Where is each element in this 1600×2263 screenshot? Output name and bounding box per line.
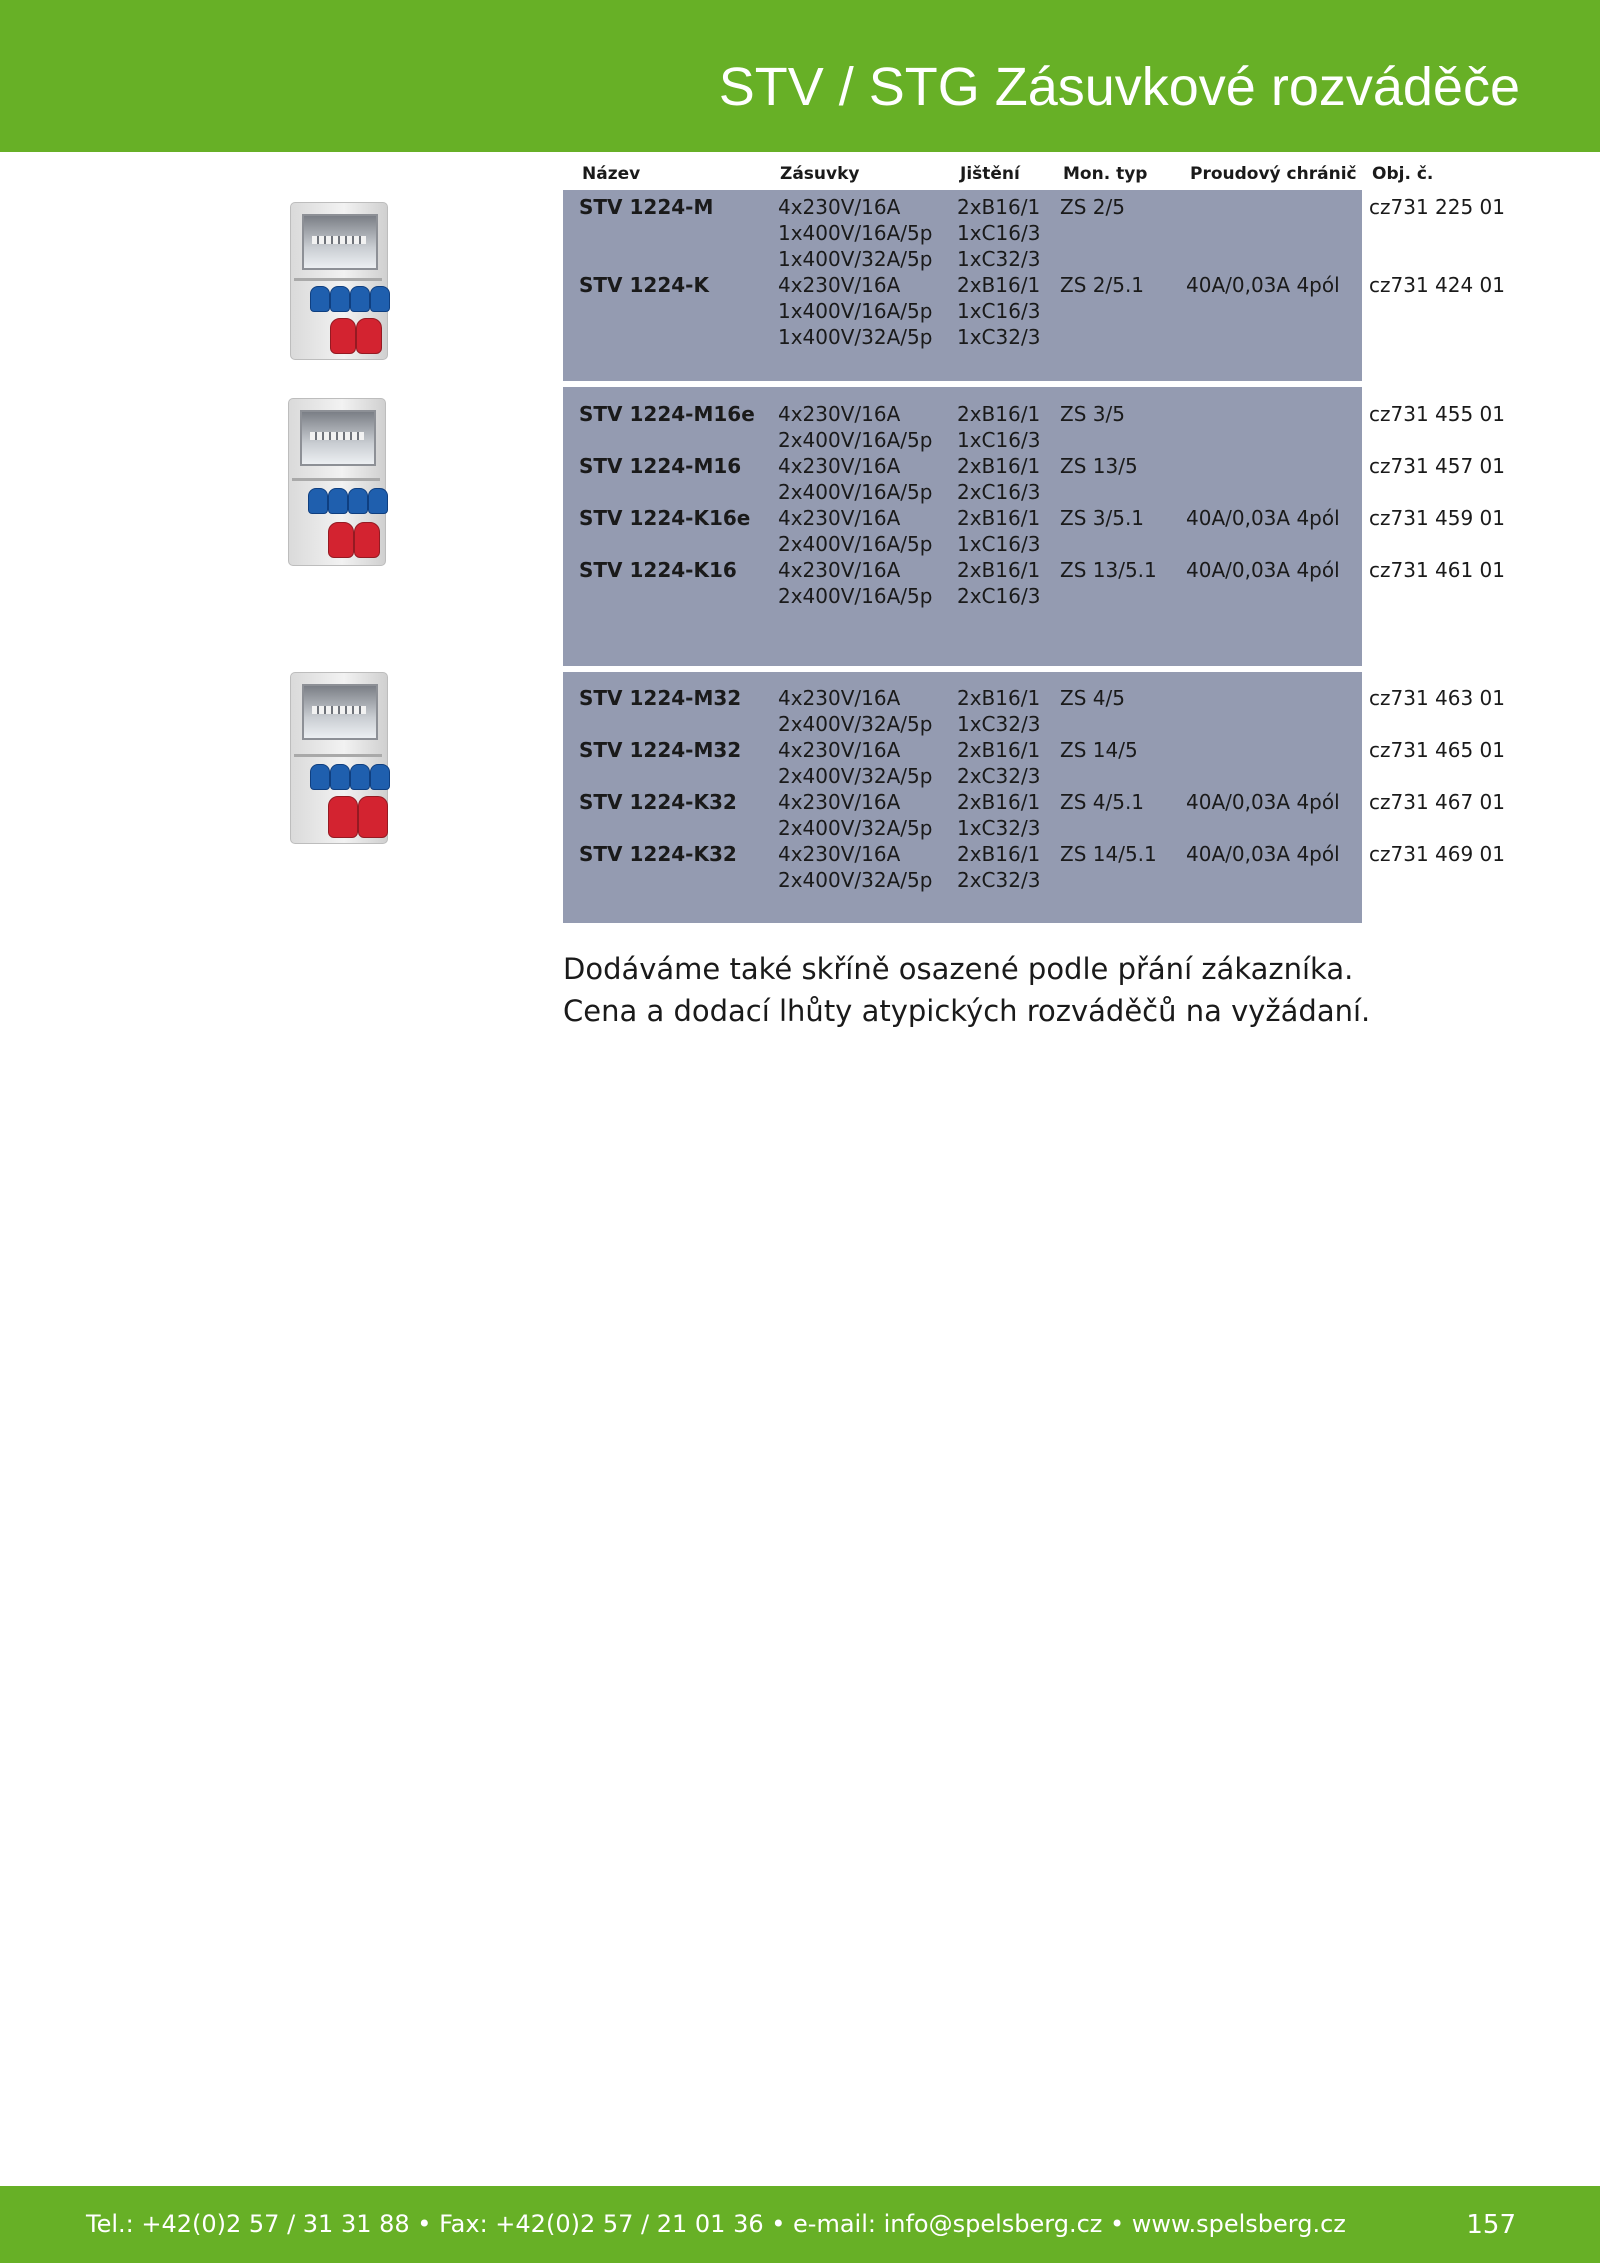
fuses-cell: 2xB16/1 1xC16/3 1xC32/3 — [957, 195, 1041, 271]
product-name: STV 1224-M32 — [579, 686, 742, 710]
mount-type-cell: ZS 14/5.1 — [1060, 842, 1157, 866]
sockets-cell: 4x230V/16A 2x400V/32A/5p — [778, 790, 933, 840]
fuses-cell: 2xB16/1 2xC16/3 — [957, 454, 1041, 504]
fuses-cell: 2xB16/1 1xC16/3 — [957, 506, 1041, 556]
header-bar — [0, 0, 1600, 152]
product-name: STV 1224-K32 — [579, 790, 737, 814]
rcd-cell: 40A/0,03A 4pól — [1186, 558, 1340, 582]
mount-type-cell: ZS 2/5 — [1060, 195, 1125, 219]
fuses-cell: 2xB16/1 2xC32/3 — [957, 842, 1041, 892]
mount-type-cell: ZS 13/5 — [1060, 454, 1138, 478]
footer-bar — [0, 2186, 1600, 2263]
custom-order-note — [563, 948, 1370, 1032]
table-row — [0, 841, 1600, 945]
table-row — [0, 557, 1600, 661]
fuses-cell: 2xB16/1 2xC16/3 — [957, 558, 1041, 608]
product-name: STV 1224-K16e — [579, 506, 751, 530]
sockets-cell: 4x230V/16A 1x400V/16A/5p 1x400V/32A/5p — [778, 195, 933, 271]
product-name: STV 1224-M32 — [579, 738, 742, 762]
mount-type-cell: ZS 3/5 — [1060, 402, 1125, 426]
product-name: STV 1224-M16 — [579, 454, 742, 478]
fuses-cell: 2xB16/1 2xC32/3 — [957, 738, 1041, 788]
sockets-cell: 4x230V/16A 2x400V/32A/5p — [778, 686, 933, 736]
mount-type-cell: ZS 4/5.1 — [1060, 790, 1145, 814]
table-row — [0, 272, 1600, 376]
order-number-cell: cz731 463 01 — [1369, 686, 1506, 710]
mount-type-cell: ZS 2/5.1 — [1060, 273, 1145, 297]
product-name: STV 1224-M16e — [579, 402, 755, 426]
rcd-cell: 40A/0,03A 4pól — [1186, 842, 1340, 866]
column-header-name: Název — [582, 164, 641, 184]
mount-type-cell: ZS 4/5 — [1060, 686, 1125, 710]
footer-contact: Tel.: +42(0)2 57 / 31 31 88 • Fax: +42(0)2 57 / 21 01 36 • e-mail: info@spelsberg.cz • www.spelsberg.cz — [86, 2210, 1346, 2238]
note-line-2: Cena a dodací lhůty atypických rozváděčů na vyžádaní. — [563, 994, 1371, 1028]
page-number: 157 — [1466, 2210, 1516, 2240]
sockets-cell: 4x230V/16A 2x400V/16A/5p — [778, 506, 933, 556]
note-line-1: Dodáváme také skříně osazené podle přání zákazníka. — [563, 952, 1354, 986]
order-number-cell: cz731 465 01 — [1369, 738, 1506, 762]
sockets-cell: 4x230V/16A 2x400V/16A/5p — [778, 454, 933, 504]
product-name: STV 1224-K32 — [579, 842, 737, 866]
fuses-cell: 2xB16/1 1xC32/3 — [957, 790, 1041, 840]
table-header — [0, 164, 1600, 188]
sockets-cell: 4x230V/16A 1x400V/16A/5p 1x400V/32A/5p — [778, 273, 933, 349]
page-title: STV / STG Zásuvkové rozváděče — [718, 57, 1520, 117]
fuses-cell: 2xB16/1 1xC32/3 — [957, 686, 1041, 736]
rcd-cell: 40A/0,03A 4pól — [1186, 273, 1340, 297]
sockets-cell: 4x230V/16A 2x400V/32A/5p — [778, 738, 933, 788]
order-number-cell: cz731 469 01 — [1369, 842, 1506, 866]
fuses-cell: 2xB16/1 1xC16/3 — [957, 402, 1041, 452]
order-number-cell: cz731 455 01 — [1369, 402, 1506, 426]
sockets-cell: 4x230V/16A 2x400V/32A/5p — [778, 842, 933, 892]
column-header-fuses: Jištění — [960, 164, 1020, 184]
fuses-cell: 2xB16/1 1xC16/3 1xC32/3 — [957, 273, 1041, 349]
column-header-mount-type: Mon. typ — [1063, 164, 1148, 184]
product-name: STV 1224-M — [579, 195, 714, 219]
order-number-cell: cz731 461 01 — [1369, 558, 1506, 582]
rcd-cell: 40A/0,03A 4pól — [1186, 506, 1340, 530]
rcd-cell: 40A/0,03A 4pól — [1186, 790, 1340, 814]
sockets-cell: 4x230V/16A 2x400V/16A/5p — [778, 402, 933, 452]
sockets-cell: 4x230V/16A 2x400V/16A/5p — [778, 558, 933, 608]
column-header-order-no: Obj. č. — [1372, 164, 1434, 184]
order-number-cell: cz731 467 01 — [1369, 790, 1506, 814]
order-number-cell: cz731 424 01 — [1369, 273, 1506, 297]
column-header-rcd: Proudový chránič — [1190, 164, 1357, 184]
mount-type-cell: ZS 3/5.1 — [1060, 506, 1145, 530]
product-name: STV 1224-K — [579, 273, 709, 297]
order-number-cell: cz731 459 01 — [1369, 506, 1506, 530]
product-name: STV 1224-K16 — [579, 558, 737, 582]
order-number-cell: cz731 457 01 — [1369, 454, 1506, 478]
mount-type-cell: ZS 14/5 — [1060, 738, 1138, 762]
mount-type-cell: ZS 13/5.1 — [1060, 558, 1157, 582]
column-header-sockets: Zásuvky — [780, 164, 860, 184]
order-number-cell: cz731 225 01 — [1369, 195, 1506, 219]
